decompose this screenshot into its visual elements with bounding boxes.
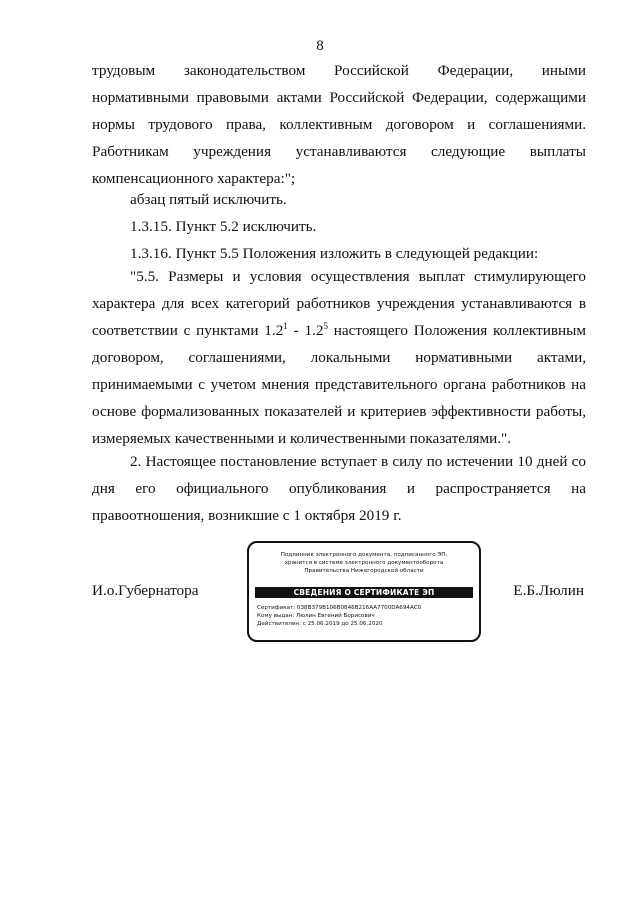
text-line: принимаемыми с учетом мнения представительного органа работников на bbox=[92, 376, 586, 393]
stamp-note-line: Правительства Нижегородской области bbox=[304, 568, 424, 574]
text-line: "5.5. Размеры и условия осуществления выплат стимулирующего bbox=[130, 268, 586, 285]
paragraph-1-3-15: 1.3.15. Пункт 5.2 исключить. bbox=[130, 218, 317, 235]
paragraph-list bbox=[92, 186, 586, 267]
text-line: нормативными правовыми актами Российской Федерации, содержащими bbox=[92, 89, 586, 106]
superscript: 1 bbox=[283, 321, 288, 331]
text-line: измеряемых качественными и количественными показателями.". bbox=[92, 430, 512, 447]
paragraph-abzac: абзац пятый исключить. bbox=[130, 191, 287, 208]
page-number: 8 bbox=[316, 38, 324, 54]
signature-name: Е.Б.Люлин bbox=[513, 582, 584, 599]
paragraph-compensation bbox=[92, 57, 586, 192]
text-segment: настоящего Положения коллективным bbox=[327, 322, 586, 339]
text-segment: - 1.2 bbox=[287, 322, 324, 339]
text-line: основе формализованных показателей и критериев эффективности работы, bbox=[92, 403, 586, 420]
superscript: 5 bbox=[323, 321, 328, 331]
text-line bbox=[92, 317, 586, 344]
text-segment: соответствии с пунктами 1.2 bbox=[92, 322, 284, 339]
text-line: правоотношения, возникшие с 1 октября 2019 г. bbox=[92, 507, 402, 524]
signature-position: И.о.Губернатора bbox=[92, 582, 199, 599]
text-line: трудовым законодательством Российской Федерации, иными bbox=[92, 62, 586, 79]
paragraph-2 bbox=[92, 448, 586, 529]
stamp-issued-to: Кому выдан: Люлин Евгений Борисович bbox=[257, 613, 375, 619]
stamp-validity: Действителен: с 25.06.2019 до 25.06.2020 bbox=[257, 621, 383, 627]
text-line: договором, соглашениями, локальными нормативными актами, bbox=[92, 349, 586, 366]
paragraph-5-5 bbox=[92, 263, 586, 452]
text-line: характера для всех категорий работников учреждения устанавливаются в bbox=[92, 295, 586, 312]
stamp-title: СВЕДЕНИЯ О СЕРТИФИКАТЕ ЭП bbox=[255, 587, 473, 598]
text-line: дня его официального опубликования и распространяется на bbox=[92, 480, 586, 497]
paragraph-1-3-16: 1.3.16. Пункт 5.5 Положения изложить в следующей редакции: bbox=[130, 245, 539, 262]
electronic-signature-stamp bbox=[247, 541, 481, 642]
stamp-note-line: хранится в системе электронного документооборота bbox=[284, 560, 444, 566]
text-line: Работникам учреждения устанавливаются следующие выплаты bbox=[92, 143, 586, 160]
stamp-note-line: Подлинник электронного документа, подписанного ЭП, bbox=[280, 552, 448, 558]
stamp-certificate: Сертификат: 038B379B106B0846B216AA7700DA694AC0 bbox=[257, 605, 422, 611]
stamp-certificate-info bbox=[257, 604, 473, 628]
stamp-note bbox=[255, 551, 473, 575]
text-line: 2. Настоящее постановление вступает в силу по истечении 10 дней со bbox=[130, 453, 586, 470]
text-line: нормы трудового права, коллективным договором и соглашениями. bbox=[92, 116, 586, 133]
text-line: компенсационного характера:"; bbox=[92, 170, 296, 187]
